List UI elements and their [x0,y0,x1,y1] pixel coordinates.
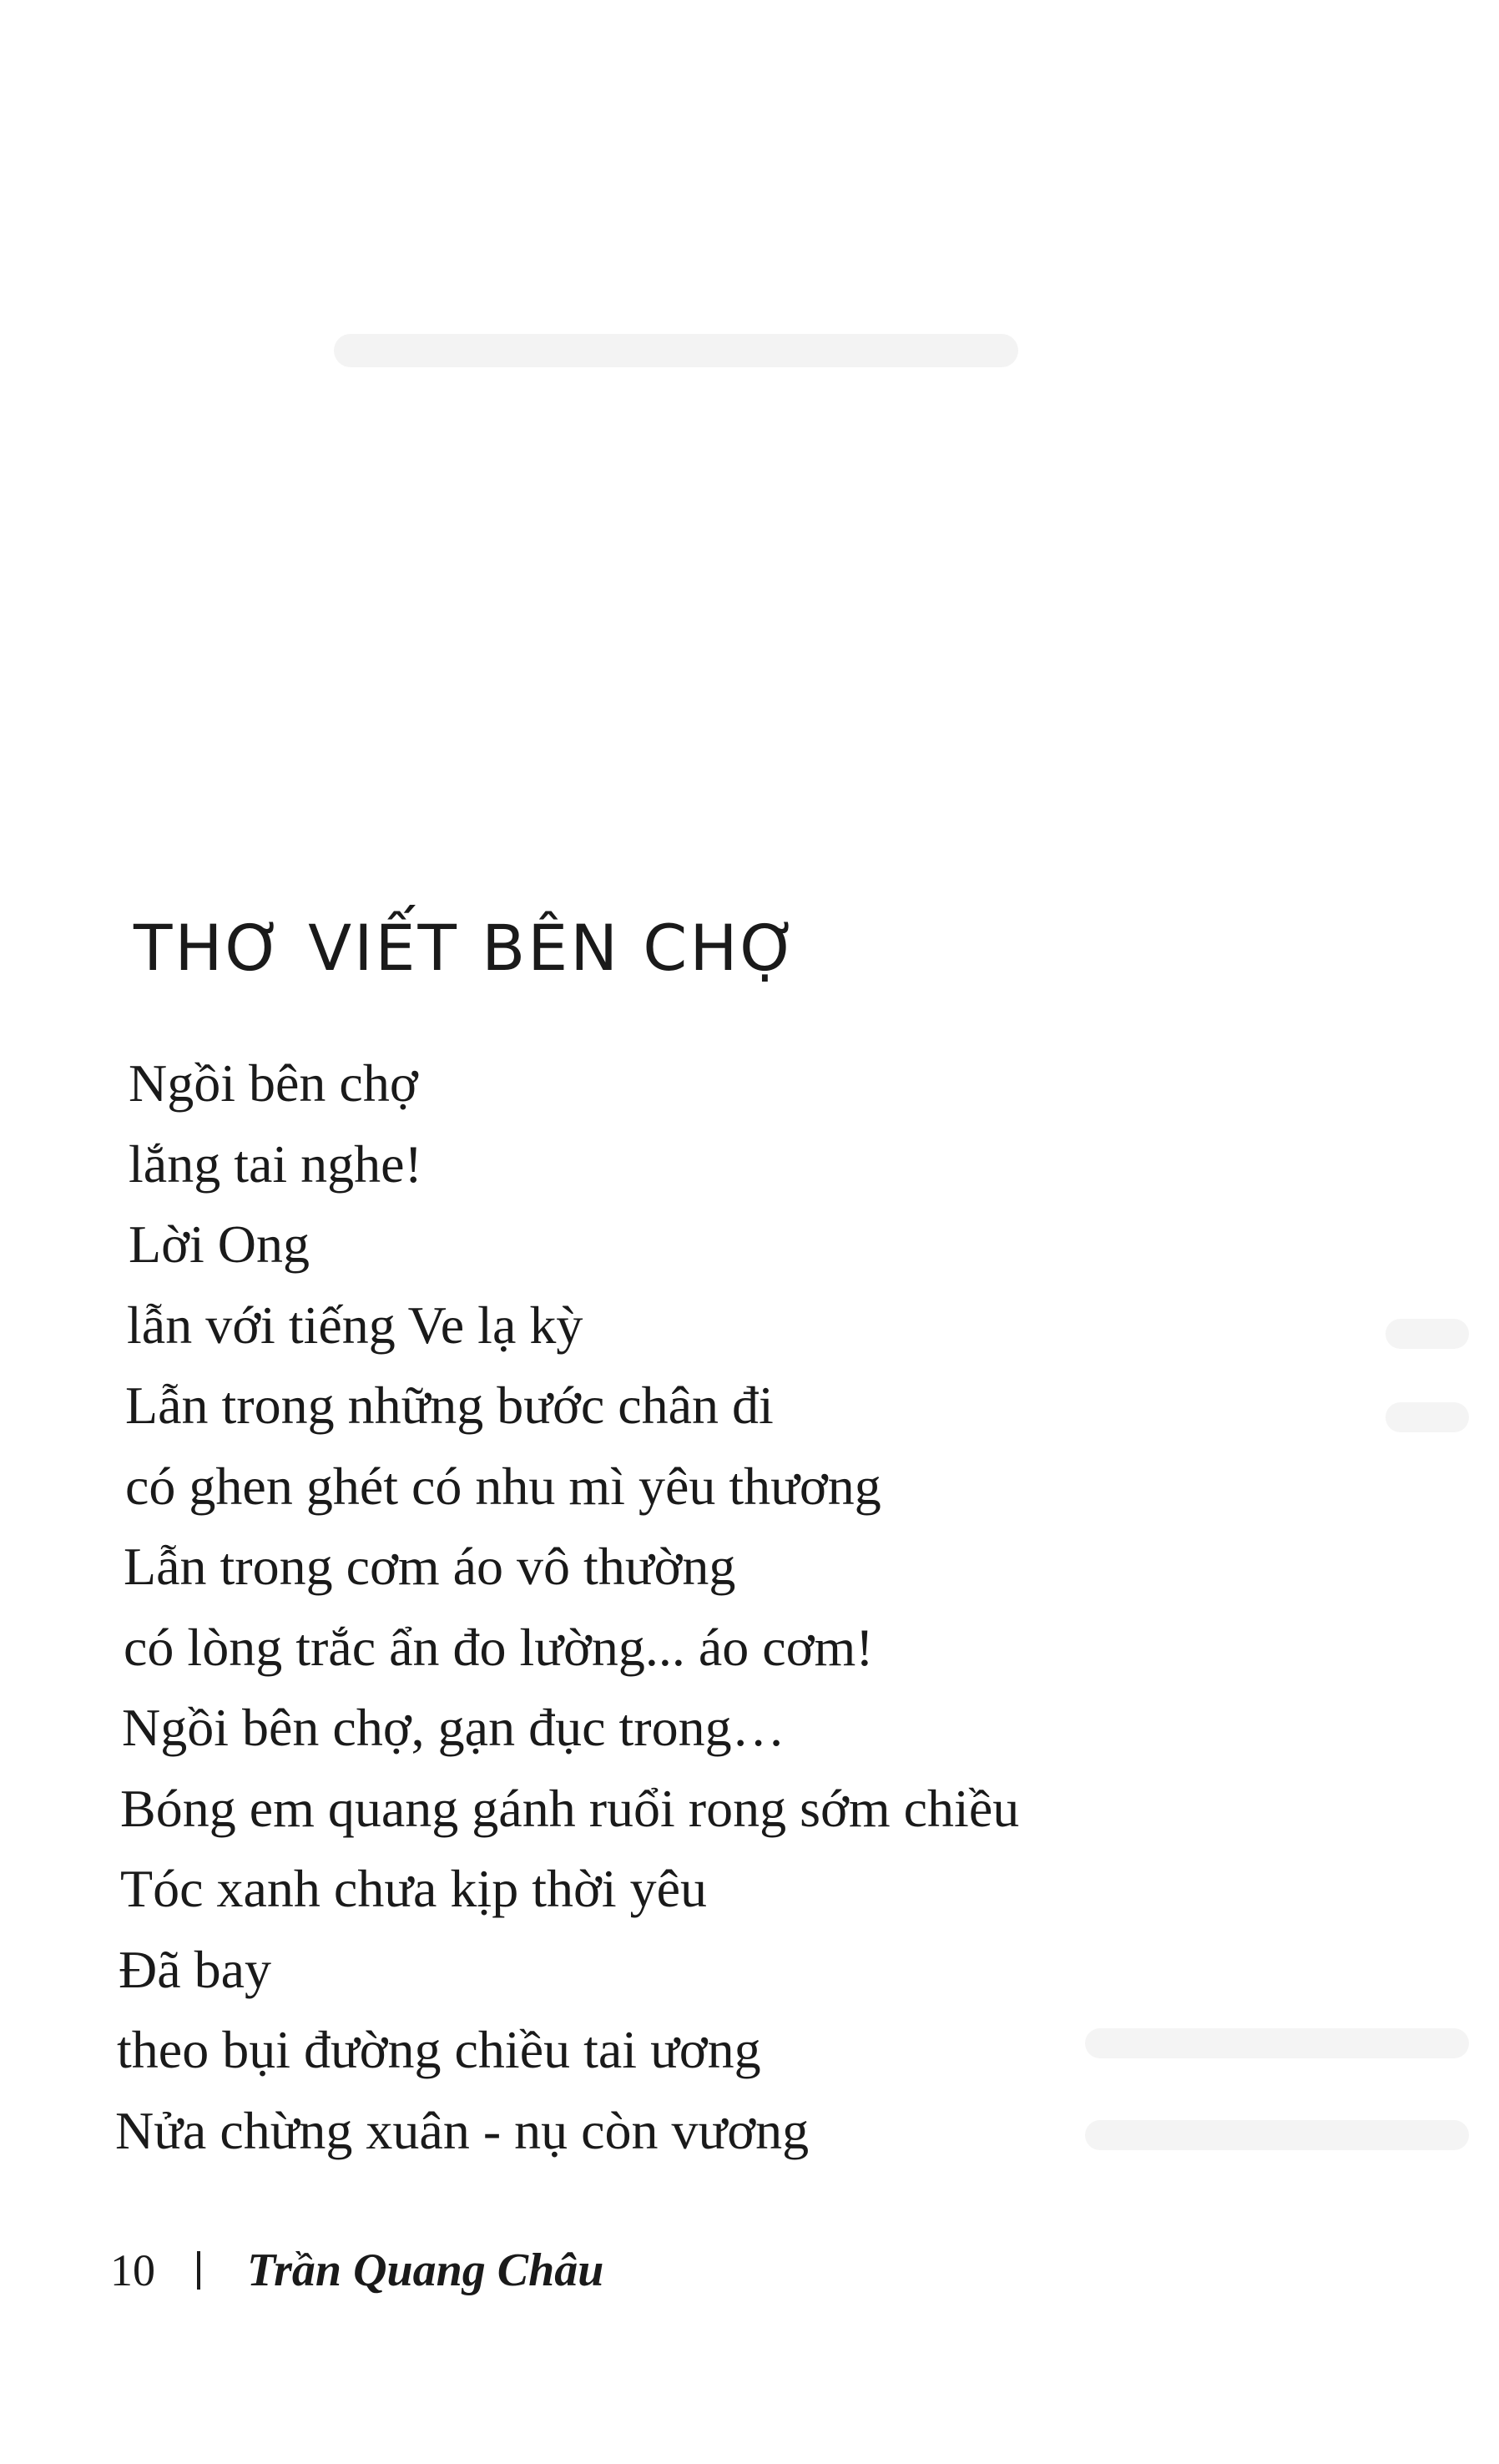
poem-body [117,1043,1019,2171]
poem-line: lắng tai nghe! [129,1134,422,1194]
poem-line: Ngồi bên chợ, gạn đục trong… [122,1698,785,1757]
poem-line: lẫn với tiếng Ve lạ kỳ [127,1295,583,1355]
bleed-through-mark [334,334,1018,367]
bleed-through-mark [1085,2120,1469,2150]
page-number: 10 [110,2245,155,2295]
poem-line: có ghen ghét có nhu mì yêu thương [125,1456,881,1516]
bleed-through-mark [1085,2028,1469,2058]
poem-line: Tóc xanh chưa kịp thời yêu [120,1859,707,1918]
poem-line: Nửa chừng xuân - nụ còn vương [115,2100,810,2160]
poem-title: THƠ VIẾT BÊN CHỢ [134,910,800,985]
author-name: Trần Quang Châu [247,2244,604,2296]
poem-line: Lời Ong [129,1214,310,1274]
bleed-through-mark [1385,1319,1469,1349]
footer-divider [197,2251,200,2290]
poem-line: Ngồi bên chợ [129,1053,418,1113]
page-footer [110,2237,603,2304]
poem-line: theo bụi đường chiều tai ương [117,2020,761,2079]
poem-line: Đã bay [119,1939,272,1999]
bleed-through-mark [1385,1402,1469,1432]
poem-line: Lẫn trong cơm áo vô thường [124,1537,736,1596]
poem-line: Lẫn trong những bước chân đi [125,1376,774,1435]
poem-line: có lòng trắc ẩn đo lường... áo cơm! [124,1617,874,1677]
poem-line: Bóng em quang gánh ruổi rong sớm chiều [120,1778,1020,1838]
